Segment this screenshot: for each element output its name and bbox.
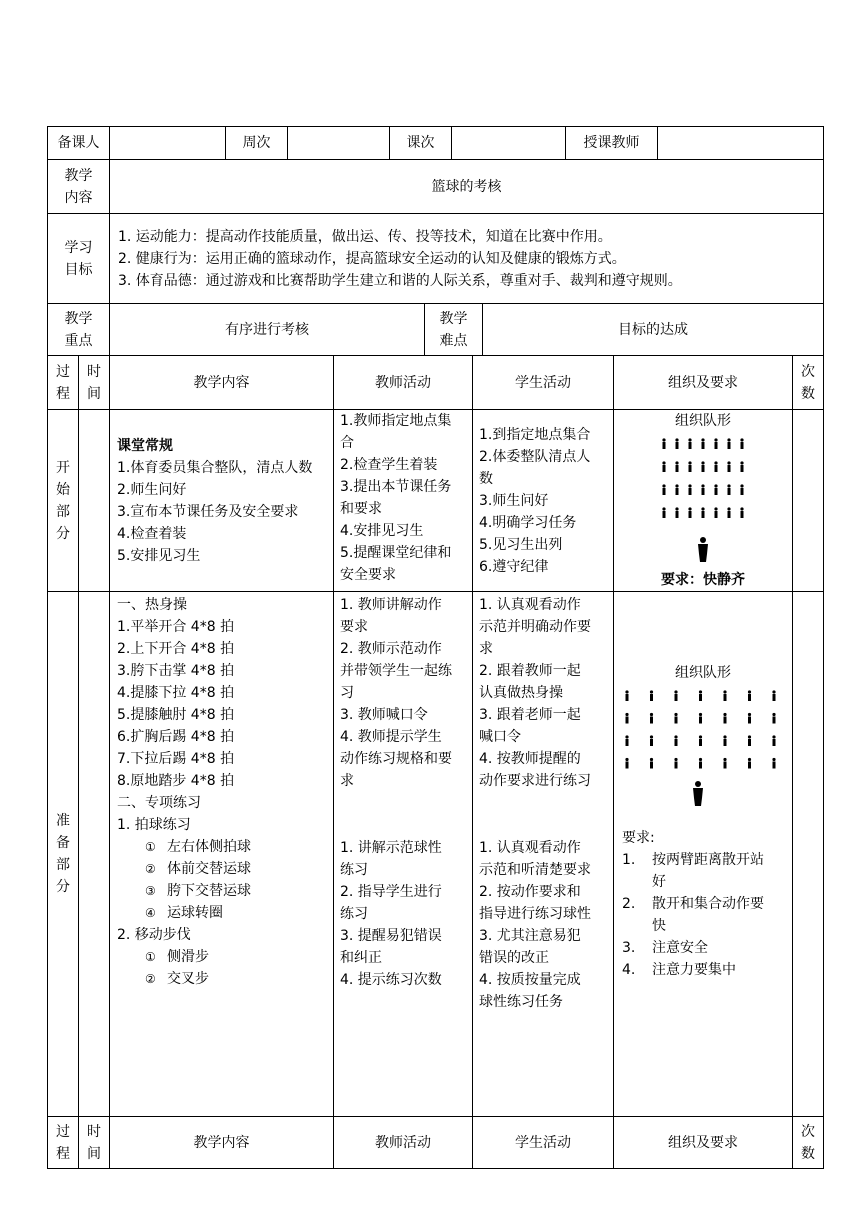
student-figure [625, 758, 628, 761]
student-figure-body [741, 488, 744, 495]
student-figure [714, 461, 717, 464]
column-teacher: 教师活动 [334, 356, 473, 410]
column-content: 教学内容 [110, 1117, 334, 1169]
student-figure [650, 713, 653, 716]
list-item: 练习 [340, 906, 368, 922]
student-figure-body [663, 511, 666, 518]
column-process: 过 程 [48, 356, 79, 410]
list-item: 习 [340, 685, 354, 701]
list-item: 4. 教师提示学生 [340, 729, 442, 745]
student-figure-body [699, 739, 702, 746]
formation-diagram [614, 432, 793, 572]
list-item: ② 交叉步 [145, 971, 209, 987]
formation-title: 组织队形 [675, 665, 731, 681]
student-figure-body [728, 465, 731, 472]
list-item: 1. 讲解示范球性 [340, 840, 442, 856]
student-figure-body [748, 762, 751, 769]
student-figure-body [748, 739, 751, 746]
list-item: 4. 按教师提醒的 [479, 751, 581, 767]
student-figure-body [724, 717, 727, 724]
student-figure-body [715, 465, 718, 472]
list-item: 示范并明确动作要 [479, 619, 591, 635]
student-figure-body [699, 717, 702, 724]
list-item: 1.体育委员集合整队，清点人数 [117, 459, 313, 476]
list-item: 2.上下开合 4*8 拍 [117, 641, 235, 657]
list-item: 4.提膝下拉 4*8 拍 [117, 685, 235, 701]
student-grid [662, 438, 743, 518]
student-figure-body [715, 511, 718, 518]
prep-teacher [334, 592, 473, 1117]
teacher-figure [693, 781, 703, 806]
week-label: 周次 [226, 127, 288, 160]
preparer-field[interactable] [110, 127, 226, 160]
list-item: 1. 认真观看动作 [479, 840, 581, 856]
student-figure [727, 484, 730, 487]
list-item: 4.明确学习任务 [479, 514, 577, 531]
student-figure [727, 438, 730, 441]
list-item: 喊口令 [479, 729, 521, 745]
list-item: 指导进行练习球性 [479, 906, 591, 922]
student-figure [714, 507, 717, 510]
list-item: 2.体委整队清点人 [479, 448, 591, 465]
student-figure-body [650, 694, 653, 701]
student-figure-body [675, 694, 678, 701]
student-figure-body [773, 739, 776, 746]
student-figure-body [724, 739, 727, 746]
student-figure-body [699, 694, 702, 701]
lesson-table [47, 355, 824, 1169]
student-figure [727, 461, 730, 464]
list-item: 和纠正 [340, 950, 382, 966]
goal-item: 2. 健康行为：运用正确的篮球动作，提高篮球安全运动的认知及健康的锻炼方式。 [118, 250, 626, 267]
list-item: 3. 教师喊口令 [340, 707, 428, 723]
student-figure [701, 484, 704, 487]
student-figure-body [728, 511, 731, 518]
student-figure [688, 438, 691, 441]
list-item: ① 侧滑步 [145, 949, 209, 965]
goal-item: 3. 体育品德：通过游戏和比赛帮助学生建立和谐的人际关系，尊重对手、裁判和遵守规则。 [118, 272, 682, 289]
list-item: 球性练习任务 [479, 994, 563, 1010]
list-item: 6.遵守纪律 [479, 558, 549, 575]
student-figure [688, 484, 691, 487]
lesson-field[interactable] [452, 127, 566, 160]
list-item: 并带领学生一起练 [340, 663, 452, 679]
student-figure [723, 735, 726, 738]
student-figure-body [626, 694, 629, 701]
student-figure [772, 735, 775, 738]
teacher-label: 授课教师 [566, 127, 658, 160]
list-item: 安全要求 [340, 567, 396, 583]
section-start: 开 始 部 分 [48, 410, 79, 592]
list-item: ④ 运球转圈 [145, 905, 223, 921]
list-item: 求 [479, 641, 493, 657]
column-org: 组织及要求 [614, 356, 793, 410]
list-item: 4.安排见习生 [340, 523, 424, 539]
requirement-item: 4. 注意力要集中 [622, 962, 736, 978]
student-figure-body [626, 762, 629, 769]
list-item: ③ 胯下交替运球 [145, 883, 251, 899]
student-figure [675, 507, 678, 510]
student-figure [727, 507, 730, 510]
student-figure-body [773, 762, 776, 769]
list-item: 4. 提示练习次数 [340, 972, 442, 988]
column-org: 组织及要求 [614, 1117, 793, 1169]
column-time: 时 间 [79, 1117, 110, 1169]
start-org [614, 410, 793, 592]
start-content [110, 410, 334, 592]
student-figure [699, 690, 702, 693]
start-title: 课堂常规 [117, 437, 173, 454]
student-figure [701, 461, 704, 464]
student-figure [675, 438, 678, 441]
list-item: 要求 [340, 619, 368, 635]
student-figure [740, 484, 743, 487]
prep-time [79, 592, 110, 1117]
student-figure-body [626, 739, 629, 746]
list-item: 4.检查着装 [117, 525, 187, 542]
student-figure-body [728, 488, 731, 495]
student-figure [650, 690, 653, 693]
dribble-title: 1. 拍球练习 [117, 817, 191, 833]
list-item: 示范和听清楚要求 [479, 862, 591, 878]
content-value: 篮球的考核 [110, 160, 824, 214]
student-figure-body [626, 717, 629, 724]
list-item: 5.安排见习生 [117, 547, 201, 564]
list-item: 2. 按动作要求和 [479, 884, 581, 900]
student-figure-body [724, 762, 727, 769]
student-figure [662, 438, 665, 441]
column-process: 过 程 [48, 1117, 79, 1169]
list-item: 3.宣布本节课任务及安全要求 [117, 503, 299, 520]
list-item: 认真做热身操 [479, 685, 563, 701]
list-item: 3. 跟着老师一起 [479, 707, 581, 723]
formation-diagram [614, 684, 793, 814]
student-figure [740, 461, 743, 464]
student-figure-body [689, 488, 692, 495]
student-figure-body [748, 717, 751, 724]
student-figure-body [650, 739, 653, 746]
student-figure [662, 484, 665, 487]
student-figure-body [663, 465, 666, 472]
student-figure-body [702, 488, 705, 495]
column-count: 次 数 [793, 1117, 824, 1169]
section-prep: 准 备 部 分 [48, 592, 79, 1117]
student-figure [675, 484, 678, 487]
list-item: 5.提醒课堂纪律和 [340, 545, 452, 561]
list-item: 和要求 [340, 501, 382, 517]
goals-label: 学习 目标 [48, 214, 110, 304]
student-figure-body [689, 465, 692, 472]
student-figure [688, 461, 691, 464]
list-item: 3. 提醒易犯错误 [340, 928, 442, 944]
requirement-item: 1. 按两臂距离散开站 好 [622, 852, 764, 890]
student-figure [662, 461, 665, 464]
student-figure [688, 507, 691, 510]
student-figure [772, 758, 775, 761]
lesson-label: 课次 [390, 127, 452, 160]
student-grid [625, 690, 775, 768]
student-figure [740, 438, 743, 441]
student-figure [650, 735, 653, 738]
formation-title: 组织队形 [675, 413, 731, 429]
prep-count [793, 592, 824, 1117]
student-figure [699, 758, 702, 761]
list-item: 2. 跟着教师一起 [479, 663, 581, 679]
warmup-title: 一、热身操 [117, 597, 187, 613]
student-figure-body [676, 488, 679, 495]
student-figure [674, 758, 677, 761]
prep-org [614, 592, 793, 1117]
student-figure-body [741, 511, 744, 518]
difficulty-label: 教学 难点 [425, 304, 483, 356]
list-item: 数 [479, 470, 493, 487]
teacher-figure [698, 537, 708, 562]
list-item: 1.到指定地点集合 [479, 426, 591, 443]
list-item: 1.平举开合 4*8 拍 [117, 619, 235, 635]
list-item: 3.提出本节课任务 [340, 479, 452, 495]
student-figure-body [689, 442, 692, 449]
list-item: 求 [340, 773, 354, 789]
requirements-title: 要求: [622, 830, 655, 846]
column-time: 时 间 [79, 356, 110, 410]
column-student: 学生活动 [473, 356, 614, 410]
start-student [473, 410, 614, 592]
student-figure-body [699, 762, 702, 769]
student-figure-body [728, 442, 731, 449]
list-item: 2. 教师示范动作 [340, 641, 442, 657]
list-item: 7.下拉后踢 4*8 拍 [117, 751, 235, 767]
info-table [47, 126, 824, 304]
list-item: 5.提膝触肘 4*8 拍 [117, 707, 235, 723]
goal-item: 1. 运动能力：提高动作技能质量，做出运、传、投等技术，知道在比赛中作用。 [118, 228, 612, 245]
list-item: 合 [340, 435, 354, 451]
list-item: 3.师生问好 [479, 492, 549, 509]
start-teacher [334, 410, 473, 592]
student-figure [701, 438, 704, 441]
list-item: 练习 [340, 862, 368, 878]
student-figure [662, 507, 665, 510]
key-label: 教学 重点 [48, 304, 110, 356]
student-figure-body [741, 465, 744, 472]
student-figure-body [676, 465, 679, 472]
student-figure [748, 758, 751, 761]
student-figure-body [675, 717, 678, 724]
key-table [47, 303, 824, 356]
list-item: 错误的改正 [479, 950, 549, 966]
student-figure [772, 690, 775, 693]
teacher-field[interactable] [658, 127, 824, 160]
student-figure-body [675, 739, 678, 746]
student-figure [674, 690, 677, 693]
list-item: 2.检查学生着装 [340, 457, 438, 473]
preparer-label: 备课人 [48, 127, 110, 160]
column-count: 次 数 [793, 356, 824, 410]
student-figure [650, 758, 653, 761]
column-content: 教学内容 [110, 356, 334, 410]
student-figure-body [741, 442, 744, 449]
list-item: 1. 教师讲解动作 [340, 597, 442, 613]
teacher-body [698, 544, 708, 562]
student-figure [675, 461, 678, 464]
list-item: 5.见习生出列 [479, 536, 563, 553]
student-figure [701, 507, 704, 510]
special-title: 二、专项练习 [117, 795, 201, 811]
teacher-head [700, 537, 706, 543]
student-figure-body [675, 762, 678, 769]
list-item: 1. 认真观看动作 [479, 597, 581, 613]
student-figure [625, 735, 628, 738]
requirement-text: 要求：快静齐 [661, 572, 745, 588]
prep-student [473, 592, 614, 1117]
list-item: 动作练习规格和要 [340, 751, 452, 767]
list-item: ① 左右体侧拍球 [145, 839, 251, 855]
student-figure-body [650, 762, 653, 769]
student-figure-body [702, 465, 705, 472]
student-figure [625, 713, 628, 716]
student-figure [674, 713, 677, 716]
list-item: 1.教师指定地点集 [340, 413, 452, 429]
student-figure [714, 484, 717, 487]
difficulty-value: 目标的达成 [483, 304, 824, 356]
goals-list [110, 214, 824, 304]
content-label: 教学 内容 [48, 160, 110, 214]
teacher-body [693, 788, 703, 806]
requirements-list [614, 827, 792, 981]
student-figure [772, 713, 775, 716]
student-figure-body [773, 694, 776, 701]
student-figure-body [676, 511, 679, 518]
student-figure-body [773, 717, 776, 724]
student-figure [699, 735, 702, 738]
student-figure-body [689, 511, 692, 518]
student-figure-body [676, 442, 679, 449]
student-figure [723, 713, 726, 716]
student-figure-body [724, 694, 727, 701]
list-item: ② 体前交替运球 [145, 861, 251, 877]
teacher-head [695, 781, 701, 787]
student-figure-body [702, 511, 705, 518]
list-item: 动作要求进行练习 [479, 773, 591, 789]
list-item: 8.原地踏步 4*8 拍 [117, 773, 235, 789]
student-figure [748, 690, 751, 693]
prep-content [110, 592, 334, 1117]
student-figure [674, 735, 677, 738]
list-item: 3.胯下击掌 4*8 拍 [117, 663, 235, 679]
requirement-item: 3. 注意安全 [622, 940, 708, 956]
week-field[interactable] [288, 127, 390, 160]
list-item: 6.扩胸后踢 4*8 拍 [117, 729, 235, 745]
student-figure-body [663, 442, 666, 449]
student-figure [748, 713, 751, 716]
list-item: 2. 指导学生进行 [340, 884, 442, 900]
key-value: 有序进行考核 [110, 304, 425, 356]
column-student: 学生活动 [473, 1117, 614, 1169]
start-time [79, 410, 110, 592]
student-figure-body [650, 717, 653, 724]
student-figure [699, 713, 702, 716]
student-figure-body [663, 488, 666, 495]
student-figure-body [702, 442, 705, 449]
student-figure-body [715, 442, 718, 449]
student-figure [740, 507, 743, 510]
student-figure [714, 438, 717, 441]
student-figure-body [715, 488, 718, 495]
start-count [793, 410, 824, 592]
requirement-item: 2. 散开和集合动作要 快 [622, 896, 764, 934]
student-figure [723, 758, 726, 761]
student-figure [748, 735, 751, 738]
list-item: 2.师生问好 [117, 481, 187, 498]
student-figure-body [748, 694, 751, 701]
list-item: 3. 尤其注意易犯 [479, 928, 581, 944]
list-item: 4. 按质按量完成 [479, 972, 581, 988]
student-figure [625, 690, 628, 693]
student-figure [723, 690, 726, 693]
column-teacher: 教师活动 [334, 1117, 473, 1169]
step-title: 2. 移动步伐 [117, 927, 191, 943]
